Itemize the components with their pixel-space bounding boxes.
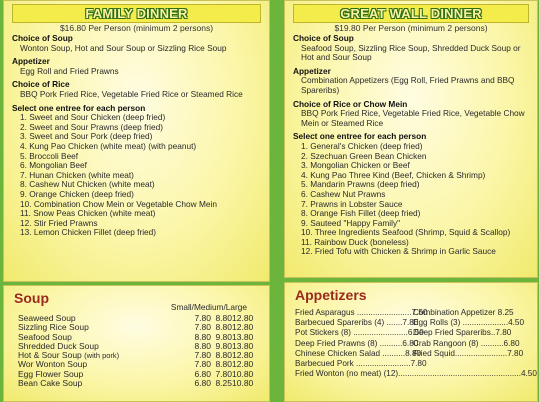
appetizer-list [295, 308, 537, 379]
rice-choice-text: BBQ Pork Fried Rice, Vegetable Fried Rice or Steamed Rice [20, 88, 243, 99]
entree-item: 13. Lemon Chicken Fillet (deep fried) [20, 227, 157, 238]
entree-item: 6. Mongolian Beef [20, 160, 87, 171]
appetizer-item: Chinese Chicken Salad ..........8.80 [295, 348, 422, 358]
great-wall-dinner-panel [284, 0, 538, 278]
soup-note: (with pork) [84, 351, 120, 361]
entree-item: 10. Combination Chow Mein or Vegetable Chow Mein [20, 198, 217, 209]
appetizer-item: Barbecued Pork ........................7.80 [295, 359, 427, 369]
soup-name: Sizzling Rice Soup [18, 322, 89, 333]
entree-item: 3. Sweet and Sour Pork (deep fried) [20, 131, 153, 142]
soup-price-small: 7.80 [194, 322, 211, 333]
soup-choice-heading: Choice of Soup [12, 33, 73, 43]
appetizers-panel [284, 282, 538, 402]
great-wall-dinner-title: GREAT WALL DINNER [293, 4, 529, 23]
entree-item: 4. Kung Pao Chicken (white meat) (with peanut) [20, 140, 197, 151]
family-dinner-title: FAMILY DINNER [12, 4, 261, 23]
entree-item: 2. Szechuan Green Bean Chicken [301, 150, 427, 161]
soup-price-large: 10.80 [232, 378, 254, 389]
soup-choice-text: Wonton Soup, Hot and Sour Soup or Sizzling Rice Soup [20, 42, 227, 53]
soup-price-large: 12.80 [232, 350, 254, 361]
appetizer-heading: Appetizer [293, 65, 331, 76]
rice-choice-text: BBQ Pork Fried Rice, Vegetable Fried Rice, Vegetable Chow Mein or Steamed Rice [301, 108, 525, 128]
appetizer-text: Combination Appetizers (Egg Roll, Fried Prawns and BBQ Spareribs) [301, 75, 515, 95]
soup-price-medium: 8.80 [215, 313, 232, 323]
appetizer-item: Fried Squid.......................7.80 [413, 348, 524, 358]
rice-choice-heading: Choice of Rice or Chow Mein [293, 98, 408, 109]
entree-item: 3. Mongolian Chicken or Beef [301, 160, 410, 171]
soup-name: Bean Cake Soup [18, 378, 83, 389]
soup-name: Wor Wonton Soup [18, 359, 88, 370]
appetizer-item [413, 359, 531, 369]
entree-item: 5. Broccoli Beef [20, 150, 79, 161]
rice-choice-heading: Choice of Rice [12, 79, 70, 90]
appetizer-row [295, 318, 531, 328]
entree-item: 6. Cashew Nut Prawns [301, 188, 386, 199]
appetizer-heading: Appetizer [12, 56, 50, 67]
entree-item: 5. Mandarin Prawns (deep fried) [301, 179, 420, 190]
appetizer-row [295, 308, 531, 318]
family-dinner-body [12, 34, 263, 238]
soup-price-large: 10.80 [232, 368, 254, 379]
entree-heading: Select one entree for each person [12, 102, 146, 113]
entree-list [12, 113, 263, 238]
appetizer-item: Crab Rangoon (8) ..........6.80 [413, 338, 520, 348]
entree-item: 9. Orange Chicken (deep fried) [20, 188, 134, 199]
soup-price-large: 12.80 [232, 322, 254, 333]
soup-price-medium: 8.80 [215, 359, 232, 370]
appetizer-item: Pot Stickers (8) ........................6.50 [295, 328, 424, 338]
entree-item: 9. Sauteed "Happy Family" [301, 217, 401, 228]
appetizer-row [295, 328, 531, 338]
entree-list [293, 142, 531, 257]
entree-item: 1. General's Chicken (deep fried) [301, 140, 423, 151]
appetizer-item: Barbecued Spareribs (4) .......7.80 [295, 318, 419, 328]
appetizer-row [295, 369, 537, 379]
entree-item: 12. Stir Fried Prawns [20, 217, 98, 228]
soup-name: Hot & Sour Soup [18, 350, 82, 361]
appetizer-item: Deep Fried Spareribs..7.80 [413, 328, 512, 338]
appetizer-row [295, 339, 531, 349]
soup-price-large: 12.80 [232, 359, 254, 370]
soup-price-large: 12.80 [232, 313, 254, 323]
soup-row [18, 379, 253, 388]
soup-size-header: Small/Medium/Large [170, 302, 247, 312]
soup-choice-heading: Choice of Soup [293, 33, 354, 43]
family-dinner-price: $16.80 Per Person (minimum 2 persons) [59, 23, 214, 33]
entree-item: 7. Hunan Chicken (white meat) [20, 169, 134, 180]
soup-price-medium: 8.80 [215, 350, 232, 361]
entree-item: 11. Snow Peas Chicken (white meat) [20, 208, 156, 219]
appetizer-item: Deep Fried Prawns (8) ..........6.80 [295, 338, 419, 348]
soup-price-small: 6.80 [194, 378, 211, 389]
soup-price-small: 7.80 [194, 359, 211, 370]
soup-price-small: 7.80 [194, 350, 211, 361]
soup-choice-text: Seafood Soup, Sizzling Rice Soup, Shredded Duck Soup or Hot and Sour Soup [301, 42, 521, 63]
soup-price-medium: 8.80 [215, 322, 232, 333]
appetizer-item: Combination Appetizer 8.25 [413, 308, 514, 317]
entree-item: 4. Kung Pao Three Kind (Beef, Chicken & Shrimp) [301, 169, 486, 180]
appetizer-text: Egg Roll and Fried Prawns [20, 65, 119, 76]
entree-item: 8. Orange Fish Fillet (deep fried) [301, 208, 421, 219]
great-wall-dinner-body [293, 34, 531, 257]
appetizer-item: Egg Rolls (3) ....................4.50 [413, 318, 525, 328]
soup-price-medium: 9.80 [215, 331, 232, 342]
appetizer-row [295, 359, 531, 369]
soup-list [18, 314, 253, 388]
great-wall-dinner-price: $19.80 Per Person (minimum 2 persons) [334, 23, 488, 33]
soup-name: Egg Flower Soup [18, 368, 84, 379]
entree-item: 11. Rainbow Duck (boneless) [301, 236, 409, 247]
soup-title: Soup [14, 290, 49, 306]
soup-name: Seafood Soup [18, 331, 72, 342]
appetizers-title: Appetizers [295, 287, 367, 303]
entree-item: 10. Three Ingredients Seafood (Shrimp, Squid & Scallop) [301, 227, 511, 238]
appetizer-item: Fried Asparagus ........................7.50 [295, 308, 428, 317]
soup-price-small: 8.80 [194, 340, 211, 351]
entree-item: 12. Fried Tofu with Chicken & Shrimp in Garlic Sauce [301, 246, 496, 257]
entree-item: 2. Sweet and Sour Prawns (deep fried) [20, 121, 163, 132]
soup-price-medium: 7.80 [215, 368, 232, 379]
soup-price-small: 8.80 [194, 331, 211, 342]
soup-name: Seaweed Soup [18, 313, 76, 323]
entree-heading: Select one entree for each person [293, 131, 427, 142]
soup-price-medium: 9.80 [215, 340, 232, 351]
entree-item: 7. Prawns in Lobster Sauce [301, 198, 403, 209]
family-dinner-panel [3, 0, 270, 282]
soup-price-small: 7.80 [194, 313, 211, 323]
soup-name: Shredded Duck Soup [18, 340, 99, 351]
entree-item: 1. Sweet and Sour Chicken (deep fried) [20, 112, 166, 123]
soup-price-small: 6.80 [194, 368, 211, 379]
soup-price-large: 13.80 [232, 340, 254, 351]
appetizer-item: Fried Wonton (no meat) (12)......................................................4.50 [295, 369, 537, 379]
soup-price-large: 13.80 [232, 331, 254, 342]
soup-price-medium: 8.25 [215, 378, 232, 389]
entree-item: 8. Cashew Nut Chicken (white meat) [20, 179, 155, 190]
appetizer-row [295, 349, 531, 359]
soup-panel [3, 285, 270, 402]
